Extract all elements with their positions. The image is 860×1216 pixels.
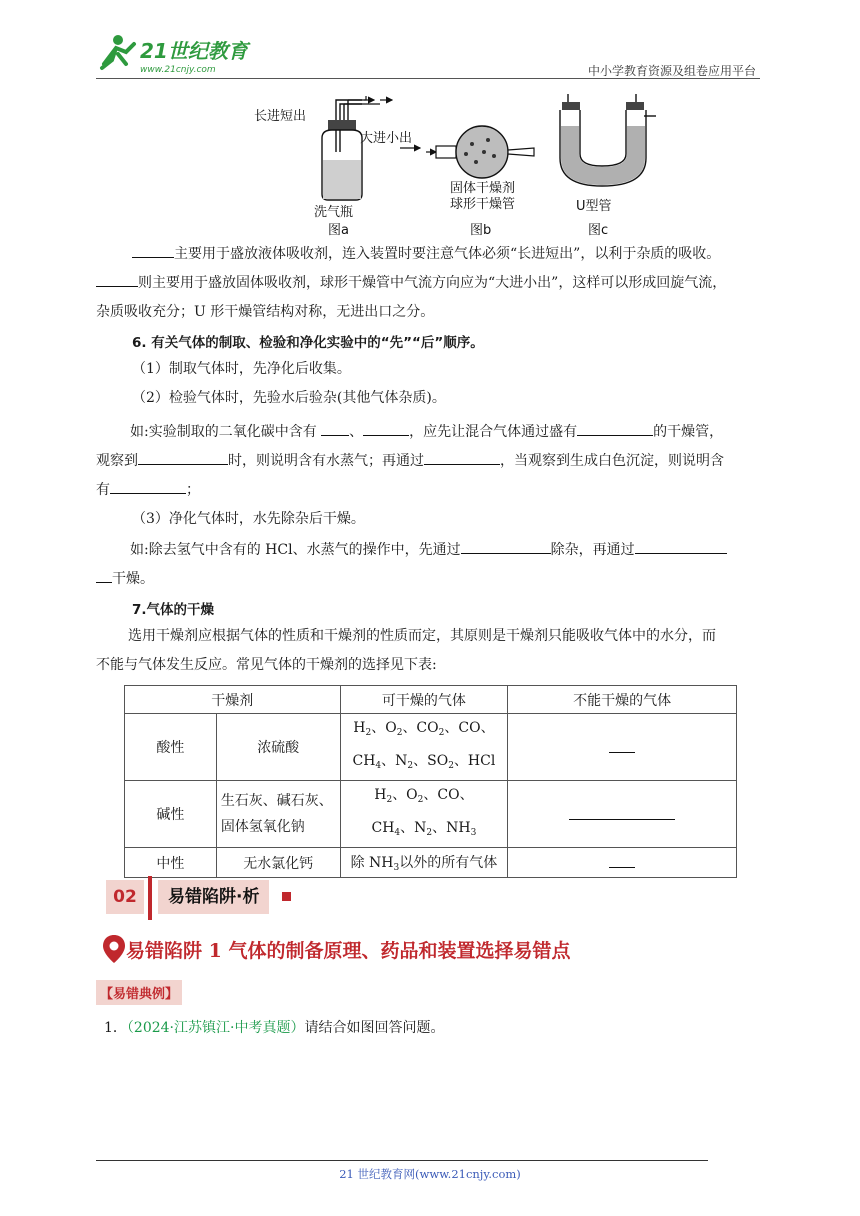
device-paragraph: 主要用于盛放液体吸收剂，连入装置时要注意气体必须“长进短出”，以利于杂质的吸收。 则主要用于盛放固体吸收剂，球形干燥管中气流方向应为“大进小出”，这样可以形成回旋气流， 杂质吸收充分；U 形干燥管结构对称，无进出口之分。 [126,240,762,327]
agent-basic: 生石灰、碱石灰、 固体氢氧化钠 [216,781,340,848]
type-basic: 碱性 [125,781,217,848]
drying-apparatus-figure [250,90,670,238]
type-acidic: 酸性 [125,714,217,781]
section-7-paragraph: 选用干燥剂应根据气体的性质和干燥剂的性质而定，其原则是干燥剂只能吸收气体中的水分，而 不能与气体发生反应。常见气体的干燥剂的选择见下表: [96,628,716,673]
label-fig-a: 图a [328,223,349,238]
gas-washing-bottle-diagram [254,96,392,238]
blank-answer-neutral[interactable] [609,853,635,868]
answer-basic [508,781,737,848]
blank-observation[interactable] [138,450,228,465]
blank-remove-impurity[interactable] [461,539,551,554]
site-logo [96,30,256,76]
label-spherical-tube: 球形干燥管 [450,197,516,212]
table-header-row [125,686,737,714]
label-fig-c: 图c [588,223,609,238]
blank-device-b[interactable] [96,272,138,287]
blank-reagent[interactable] [424,450,500,465]
header-desiccant: 干燥剂 [125,686,341,714]
table-row [125,848,737,878]
header-dryable-gases: 可干燥的气体 [340,686,508,714]
type-neutral: 中性 [125,848,217,878]
location-pin-icon [102,934,126,964]
blank-drying-agent[interactable] [577,421,653,436]
table-row [125,781,737,848]
blank-dry-agent[interactable] [635,539,727,554]
header-divider [96,78,760,79]
blank-impurity-1[interactable] [321,421,349,436]
section-02-header [106,876,296,920]
desiccant-table [124,685,737,878]
footer-divider [96,1160,708,1161]
blank-device-a[interactable] [132,243,174,258]
section-number: 02 [106,880,144,914]
logo-url: www.21cnjy.com [140,65,216,75]
item-3: （3）净化气体时，水先除杂后干燥。 [132,511,365,527]
trap-title: 易错陷阱 1 气体的制备原理、药品和装置选择易错点 [126,940,571,962]
logo-text: 21世纪教育 [140,39,248,63]
runner-logo-icon [102,35,134,68]
gases-basic: $H_2$、$O_2$、CO、 $CH_4$、$N_2$、$NH_3$ [340,781,508,848]
u-tube-diagram [560,94,656,238]
example-2: 如:除去氢气中含有的 HCl、水蒸气的操作中，先通过 除杂，再通过 干燥。 [96,536,762,594]
spherical-drying-tube-diagram [360,126,534,238]
answer-acidic [508,714,737,781]
typical-example-tag: 【易错典例】 [96,980,182,1005]
answer-neutral [508,848,737,878]
section-bar [148,876,152,920]
question-source: （2024·江苏镇江·中考真题） [126,1020,305,1036]
question-text: 请结合如图回答问题。 [304,1020,445,1036]
blank-conclusion[interactable] [110,479,186,494]
example-1: 如:实验制取的二氧化碳中含有 、 ，应先让混合气体通过盛有 的干燥管， 观察到 时，则说明含有水蒸气；再通过 ，当观察到生成白色沉淀，则说明含 有 ； [96,418,762,505]
agent-anhydrous-cacl2: 无水氯化钙 [216,848,340,878]
section-title: 易错陷阱·析 [158,880,269,914]
item-2: （2）检验气体时，先验水后验杂(其他气体杂质)。 [132,390,446,406]
table-row [125,714,737,781]
item-1: （1）制取气体时，先净化后收集。 [132,361,351,377]
gases-neutral: 除 $NH_3$以外的所有气体 [340,848,508,878]
agent-conc-sulfuric-acid: 浓硫酸 [216,714,340,781]
label-big-in-small-out: 大进小出 [360,131,413,146]
square-bullet-icon [282,892,291,901]
label-u-tube: U型管 [576,199,612,214]
platform-name: 中小学教育资源及组卷应用平台 [587,64,756,78]
label-solid-desiccant: 固体干燥剂 [450,181,516,196]
footer-text: 21 世纪教育网(www.21cnjy.com) [339,1167,521,1181]
header-non-dryable-gases: 不能干燥的气体 [508,686,737,714]
question-1 [104,1017,444,1037]
question-number: 1． [104,1020,127,1036]
label-long-in-short-out: 长进短出 [254,109,307,124]
section-6-title: 6. 有关气体的制取、检验和净化实验中的“先”“后”顺序。 [132,335,484,351]
label-gas-washing-bottle: 洗气瓶 [314,205,354,220]
gases-acidic: $H_2$、$O_2$、$CO_2$、CO、 $CH_4$、$N_2$、$SO_2$、HCl [340,714,508,781]
blank-answer-acidic[interactable] [609,738,635,753]
blank-answer-basic[interactable] [569,805,675,820]
blank-impurity-2[interactable] [363,421,409,436]
label-fig-b: 图b [470,223,492,238]
section-7-title: 7.气体的干燥 [132,602,215,618]
